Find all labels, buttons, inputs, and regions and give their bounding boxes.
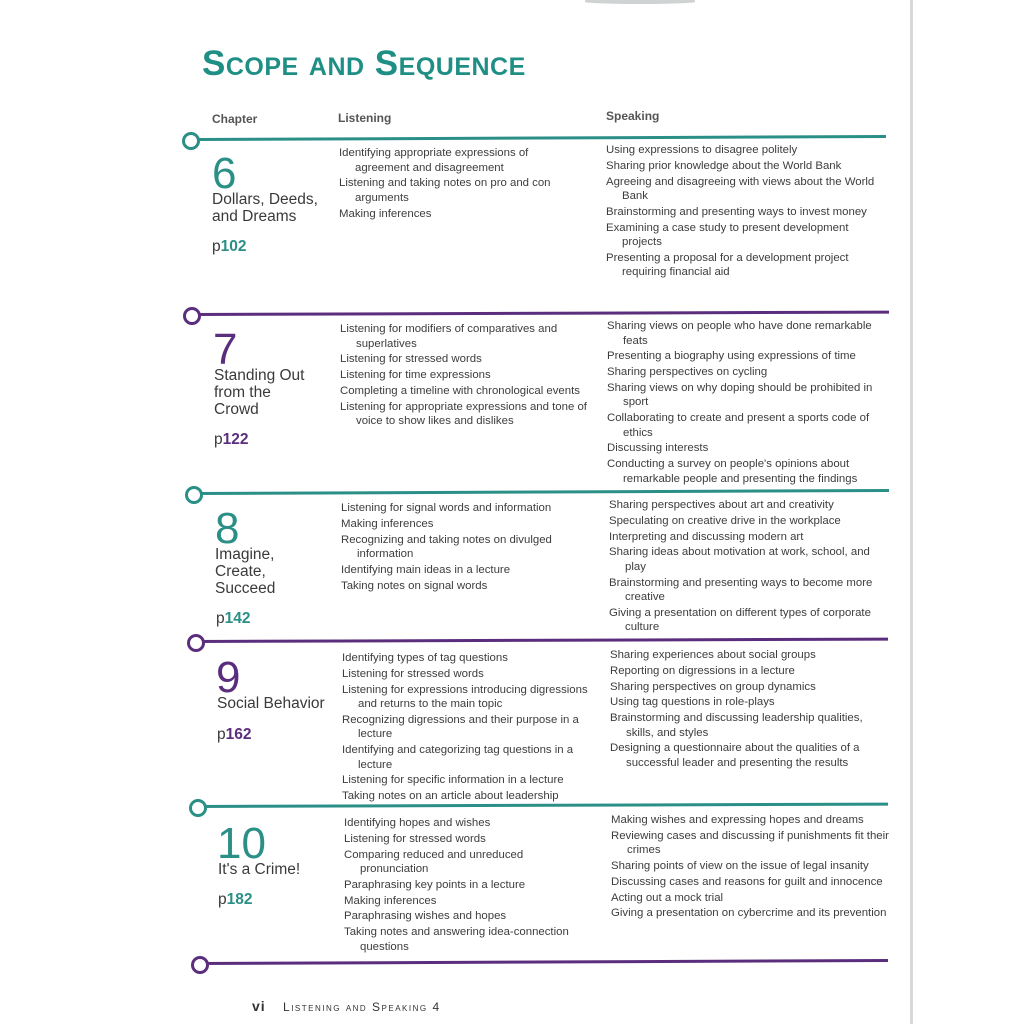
- chapter-9-title: Social Behavior: [217, 695, 325, 712]
- scan-shadow: [585, 0, 695, 4]
- list-item: Listening for signal words and information: [341, 502, 552, 514]
- list-item: Sharing views on people who have done remarkable feats: [607, 320, 872, 347]
- chapter-7-page: p122: [214, 431, 249, 448]
- list-item: Taking notes on signal words: [341, 579, 488, 592]
- list-item: Making inferences: [341, 517, 434, 530]
- list-item: Sharing perspectives on group dynamics: [610, 680, 816, 693]
- list-item: Identifying hopes and wishes: [344, 817, 491, 829]
- book-title: Listening and Speaking 4: [283, 1000, 441, 1014]
- chapter-9-number: 9: [216, 653, 241, 702]
- chapter-9-page: p162: [217, 726, 252, 743]
- column-header-chapter: Chapter: [212, 112, 258, 126]
- list-item: Listening for specific information in a lecture: [342, 774, 564, 787]
- list-item: Recognizing and taking notes on divulged information: [341, 533, 552, 561]
- list-item: Identifying main ideas in a lecture: [341, 563, 511, 576]
- list-item: Brainstorming and discussing leadership qualities, skills, and styles: [610, 712, 863, 739]
- column-header-speaking: Speaking: [606, 109, 660, 123]
- list-item: Discussing interests: [607, 442, 709, 455]
- list-item: Agreeing and disagreeing with views about the World Bank: [606, 175, 875, 203]
- list-item: Taking notes on an article about leadership: [342, 790, 559, 803]
- list-item: Sharing experiences about social groups: [610, 649, 816, 661]
- list-item: Presenting a proposal for a development project requiring financial aid: [606, 251, 849, 279]
- chapter-10-listening-list: [344, 816, 592, 956]
- list-item: Recognizing digressions and their purpose in a lecture: [342, 713, 579, 741]
- chapter-9-speaking-list: [610, 648, 892, 772]
- chapter-10-page: p182: [218, 891, 253, 908]
- chapter-8-rule: [196, 489, 889, 495]
- page-edge: [910, 0, 913, 1024]
- list-item: Using expressions to disagree politely: [606, 144, 798, 156]
- page-footer: [252, 998, 441, 1014]
- list-item: Giving a presentation on cybercrime and its prevention: [611, 907, 887, 920]
- chapter-6-speaking-list: [606, 143, 878, 281]
- list-item: Sharing ideas about motivation at work, school, and play: [609, 546, 870, 573]
- list-item: Sharing points of view on the issue of legal insanity: [611, 860, 869, 873]
- chapter-8-page: p142: [216, 610, 251, 627]
- list-item: Identifying and categorizing tag questions in a lecture: [342, 744, 574, 771]
- chapter-10-speaking-list: [611, 813, 889, 922]
- list-item: Identifying types of tag questions: [342, 652, 508, 664]
- list-item: Paraphrasing wishes and hopes: [344, 910, 507, 923]
- chapter-7-marker: [183, 307, 201, 325]
- chapter-8-title: Imagine, Create, Succeed: [215, 546, 276, 597]
- list-item: Conducting a survey on people's opinions about remarkable people and presenting the findings: [607, 458, 858, 485]
- list-item: Listening for time expressions: [340, 369, 491, 382]
- list-item: Presenting a biography using expressions of time: [607, 350, 856, 363]
- chapter-7-rule: [196, 311, 889, 316]
- chapter-9-listening-list: [342, 651, 590, 805]
- list-item: Identifying appropriate expressions of agreement and disagreement: [339, 147, 529, 174]
- page-title: Scope and Sequence: [202, 44, 526, 83]
- list-item: Sharing views on why doping should be prohibited in sport: [607, 381, 873, 409]
- list-item: Paraphrasing key points in a lecture: [344, 878, 526, 891]
- chapter-10-number: 10: [217, 819, 266, 868]
- list-item: Sharing perspectives about art and creativity: [609, 499, 834, 511]
- list-item: Listening for expressions introducing digressions and returns to the main topic: [342, 683, 588, 711]
- chapter-9-marker: [187, 634, 205, 652]
- list-item: Speculating on creative drive in the workplace: [609, 514, 841, 527]
- chapter-6-page: p102: [212, 238, 247, 255]
- chapter-6-rule: [196, 135, 886, 141]
- chapter-6-marker: [182, 132, 200, 150]
- list-item: Sharing prior knowledge about the World Bank: [606, 159, 842, 172]
- chapter-6-number: 6: [212, 149, 237, 198]
- chapter-7-listening-list: [340, 322, 592, 430]
- chapter-8-marker: [185, 486, 203, 504]
- chapter-7-title: Standing Out from the Crowd: [214, 367, 305, 418]
- list-item: Listening for stressed words: [340, 353, 482, 366]
- list-item: Brainstorming and presenting ways to invest money: [606, 205, 867, 218]
- list-item: Listening for stressed words: [342, 667, 484, 680]
- list-item: Listening and taking notes on pro and con arguments: [339, 177, 551, 204]
- list-item: Interpreting and discussing modern art: [609, 530, 804, 543]
- chapter-9-rule: [196, 638, 888, 643]
- chapter-10-marker: [189, 799, 207, 817]
- list-item: Comparing reduced and unreduced pronunciation: [344, 848, 524, 876]
- chapter-10-title: It's a Crime!: [218, 861, 301, 878]
- chapter-6-title: Dollars, Deeds, and Dreams: [212, 191, 318, 225]
- closing-rule: [196, 959, 888, 965]
- list-item: Acting out a mock trial: [611, 891, 724, 904]
- chapter-6-listening-list: [339, 146, 579, 222]
- list-item: Giving a presentation on different types of corporate culture: [609, 606, 871, 634]
- chapter-7-speaking-list: [607, 319, 892, 488]
- list-item: Brainstorming and presenting ways to become more creative: [609, 576, 873, 604]
- list-item: Using tag questions in role-plays: [610, 696, 775, 709]
- chapter-8-speaking-list: [609, 498, 892, 636]
- page-numeral: vi: [252, 998, 266, 1014]
- chapter-8-listening-list: [341, 501, 587, 594]
- list-item: Reviewing cases and discussing if punishments fit their crimes: [611, 829, 889, 857]
- list-item: Sharing perspectives on cycling: [607, 366, 768, 379]
- list-item: Making inferences: [344, 894, 437, 907]
- list-item: Designing a questionnaire about the qualities of a successful leader and presenting the results: [610, 742, 860, 769]
- list-item: Reporting on digressions in a lecture: [610, 664, 795, 677]
- chapter-7-number: 7: [213, 325, 238, 374]
- list-item: Taking notes and answering idea-connection questions: [344, 926, 569, 953]
- chapter-8-number: 8: [215, 504, 240, 553]
- list-item: Making inferences: [339, 207, 432, 220]
- list-item: Collaborating to create and present a sports code of ethics: [607, 412, 870, 439]
- list-item: Listening for appropriate expressions and tone of voice to show likes and dislikes: [340, 400, 587, 428]
- list-item: Examining a case study to present development projects: [606, 221, 849, 249]
- list-item: Listening for modifiers of comparatives and superlatives: [340, 323, 558, 350]
- list-item: Completing a timeline with chronological events: [340, 384, 580, 397]
- list-item: Listening for stressed words: [344, 832, 486, 845]
- list-item: Discussing cases and reasons for guilt and innocence: [611, 875, 883, 888]
- column-header-listening: Listening: [338, 111, 392, 125]
- closing-marker: [191, 956, 209, 974]
- list-item: Making wishes and expressing hopes and dreams: [611, 814, 864, 826]
